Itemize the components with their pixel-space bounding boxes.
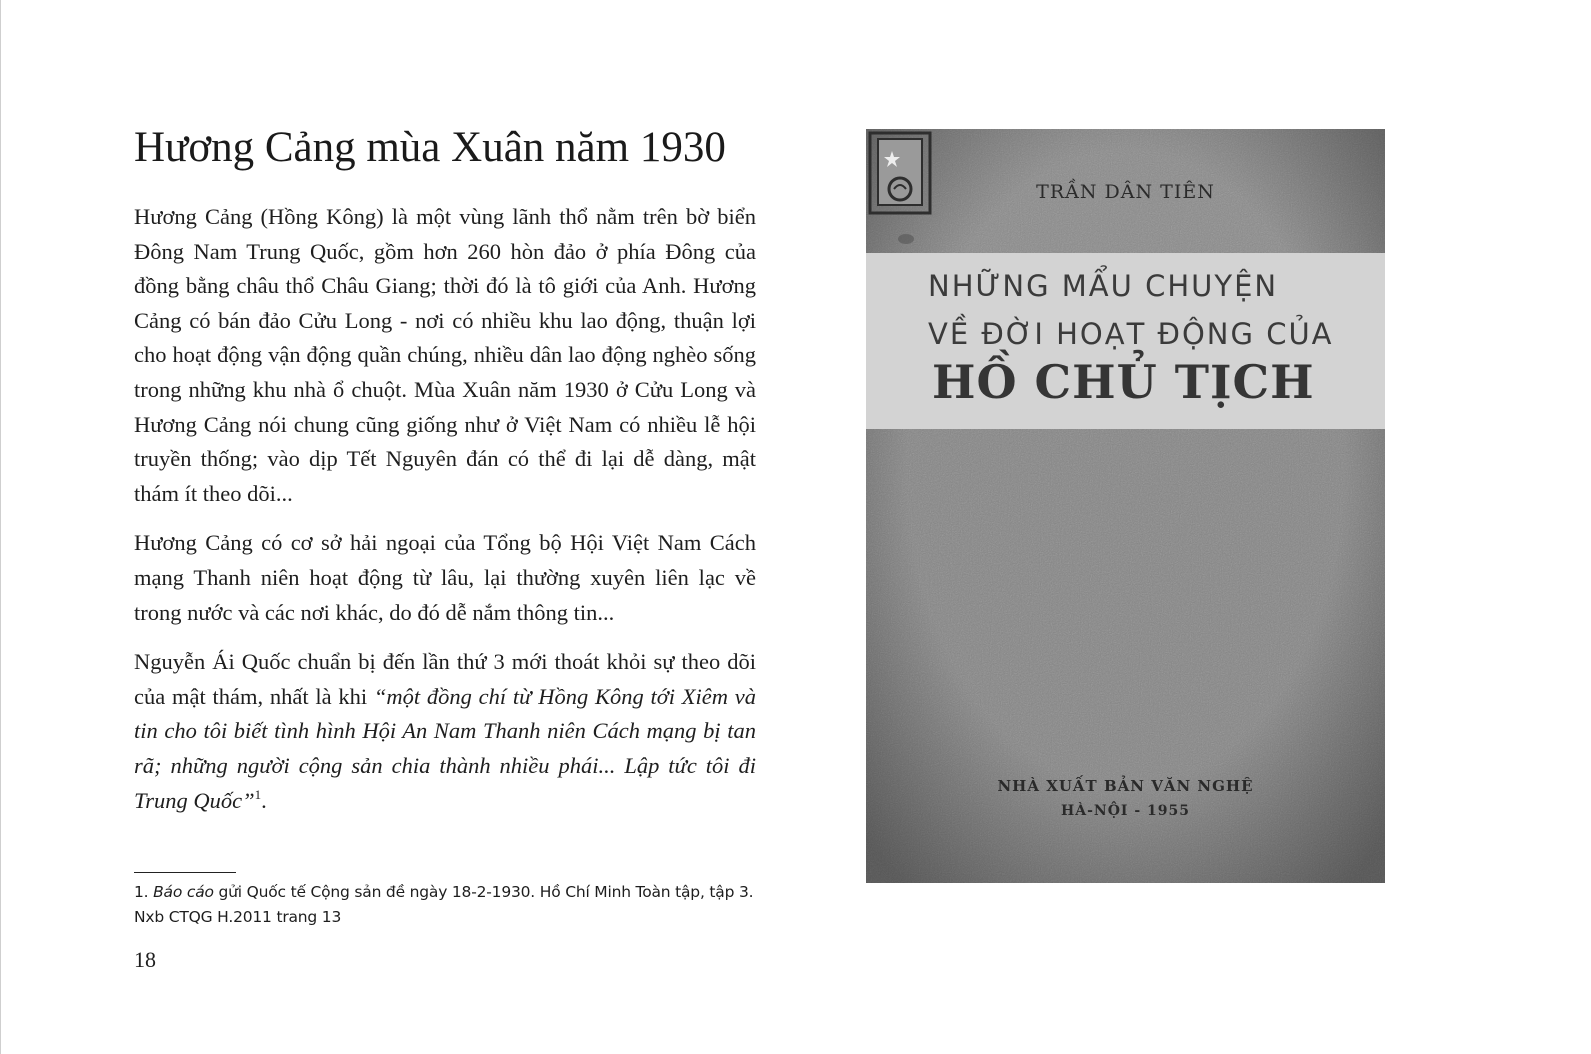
paragraph-3 — [134, 645, 756, 818]
paragraph-3-quote: “một đồng chí từ Hồng Kông tới Xiêm và tin cho tôi biết tình hình Hội An Nam Thanh niên Cách mạng bị tan rã; những người cộng sản chia thành nhiều phái... Lập tức tôi đi Trung Quốc” — [134, 683, 756, 813]
footnote — [134, 880, 774, 930]
footnote-divider — [134, 872, 236, 873]
publisher-emblem-icon — [866, 129, 934, 217]
body-text — [134, 200, 756, 833]
book-cover-photo — [866, 129, 1385, 883]
cover-publisher: NHÀ XUẤT BẢN VĂN NGHỆ — [997, 777, 1254, 795]
footnote-text: gửi Quốc tế Cộng sản đề ngày 18-2-1930. Hồ Chí Minh Toàn tập, tập 3. Nxb CTQG H.2011 trang 13 — [134, 883, 754, 926]
paragraph-3-lead: Nguyễn Ái Quốc chuẩn bị đến lần thứ 3 mới thoát khỏi sự theo dõi của mật thám, nhất là khi — [134, 649, 756, 709]
page-edge-line — [0, 0, 1, 1054]
page-number: 18 — [134, 947, 156, 972]
paragraph-2: Hương Cảng có cơ sở hải ngoại của Tổng bộ Hội Việt Nam Cách mạng Thanh niên hoạt động từ lâu, lại thường xuyên liên lạc về trong nước và các nơi khác, do đó dễ nắm thông tin... — [134, 530, 756, 625]
paragraph-3-tail: . — [261, 787, 267, 813]
footnote-italic: Báo cáo — [153, 883, 214, 901]
paragraph-1: Hương Cảng (Hồng Kông) là một vùng lãnh thổ nằm trên bờ biển Đông Nam Trung Quốc, gồm hơn 260 hòn đảo ở phía Đông của đồng bằng châu thổ Châu Giang; thời đó là tô giới của Anh. Hương Cảng có bán đảo Cửu Long - nơi có nhiều khu lao động, thuận lợi cho hoạt động vận động quần chúng, nhiều dân lao động nghèo sống trong những khu nhà ổ chuột. Mùa Xuân năm 1930 ở Cửu Long và Hương Cảng nói chung cũng giống như ở Việt Nam có nhiều lễ hội truyền thống; vào dịp Tết Nguyên đán có thể đi lại dễ dàng, mật thám ít theo dõi... — [134, 204, 756, 506]
cover-texture — [866, 129, 1385, 883]
page-title: Hương Cảng mùa Xuân năm 1930 — [134, 124, 726, 171]
cover-author: TRẦN DÂN TIÊN — [1036, 181, 1215, 203]
cover-title-line-1: NHỮNG MẨU CHUYỆN — [928, 269, 1279, 303]
footnote-reference[interactable]: 1 — [254, 786, 262, 802]
cover-title-line-2: VỀ ĐỜI HOẠT ĐỘNG CỦA — [928, 317, 1334, 351]
footnote-number: 1. — [134, 883, 149, 901]
cover-title-line-3: HỒ CHỦ TỊCH — [932, 355, 1315, 409]
cover-place-year: HÀ-NỘI - 1955 — [1061, 803, 1190, 819]
